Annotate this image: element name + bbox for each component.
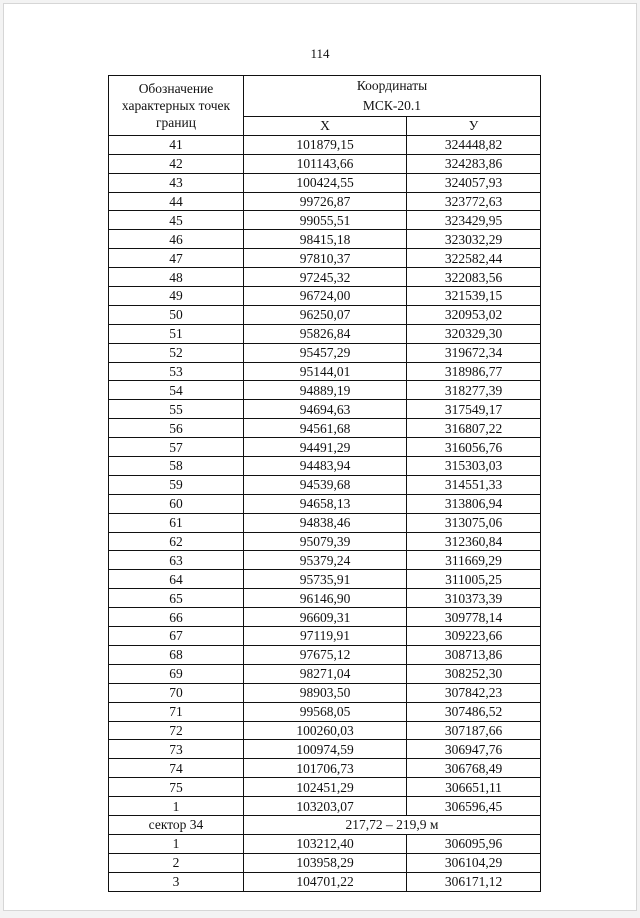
point-cell: 1 [109, 797, 244, 816]
y-coordinate-cell: 320953,02 [407, 305, 541, 324]
point-cell: 55 [109, 400, 244, 419]
y-coordinate-cell: 306095,96 [407, 834, 541, 853]
table-row [109, 627, 541, 646]
y-coordinate-cell: 309223,66 [407, 627, 541, 646]
designation-header-line: границ [156, 114, 196, 130]
point-cell: 47 [109, 249, 244, 268]
table-row [109, 173, 541, 192]
table-row [109, 702, 541, 721]
coordinates-header [244, 76, 541, 117]
table-row [109, 853, 541, 872]
point-cell: 3 [109, 872, 244, 891]
x-coordinate-cell: 95144,01 [244, 362, 407, 381]
point-cell: 43 [109, 173, 244, 192]
table-row [109, 740, 541, 759]
y-coordinate-cell: 319672,34 [407, 343, 541, 362]
y-coordinate-cell: 323032,29 [407, 230, 541, 249]
section-range: 217,72 – 219,9 м [244, 815, 541, 834]
y-coordinate-cell: 306171,12 [407, 872, 541, 891]
table-row [109, 475, 541, 494]
x-column-header: X [244, 117, 407, 136]
x-coordinate-cell: 94838,46 [244, 513, 407, 532]
y-coordinate-cell: 306596,45 [407, 797, 541, 816]
table-row [109, 494, 541, 513]
x-coordinate-cell: 94561,68 [244, 419, 407, 438]
page-number: 114 [310, 46, 330, 61]
x-coordinate-cell: 96724,00 [244, 287, 407, 306]
point-cell: 67 [109, 627, 244, 646]
point-cell: 59 [109, 475, 244, 494]
point-cell: 41 [109, 135, 244, 154]
x-coordinate-cell: 98271,04 [244, 664, 407, 683]
y-coordinate-cell: 313806,94 [407, 494, 541, 513]
point-cell: 49 [109, 287, 244, 306]
y-coordinate-cell: 306651,11 [407, 778, 541, 797]
x-coordinate-cell: 94694,63 [244, 400, 407, 419]
point-cell: 45 [109, 211, 244, 230]
x-coordinate-cell: 104701,22 [244, 872, 407, 891]
table-row [109, 419, 541, 438]
point-cell: 52 [109, 343, 244, 362]
document-page [4, 4, 636, 910]
y-coordinate-cell: 322083,56 [407, 268, 541, 287]
point-cell: 75 [109, 778, 244, 797]
point-cell: 54 [109, 381, 244, 400]
point-cell: 50 [109, 305, 244, 324]
table-row [109, 438, 541, 457]
y-coordinate-cell: 323772,63 [407, 192, 541, 211]
table-row [109, 532, 541, 551]
y-coordinate-cell: 317549,17 [407, 400, 541, 419]
point-cell: 2 [109, 853, 244, 872]
table-row [109, 249, 541, 268]
x-coordinate-cell: 102451,29 [244, 778, 407, 797]
table-row [109, 305, 541, 324]
table-row [109, 287, 541, 306]
point-cell: 53 [109, 362, 244, 381]
designation-header [109, 76, 244, 136]
x-coordinate-cell: 98415,18 [244, 230, 407, 249]
x-coordinate-cell: 101143,66 [244, 154, 407, 173]
x-coordinate-cell: 95826,84 [244, 324, 407, 343]
point-cell: 66 [109, 608, 244, 627]
table-row [109, 872, 541, 891]
point-cell: 65 [109, 589, 244, 608]
x-coordinate-cell: 103203,07 [244, 797, 407, 816]
x-coordinate-cell: 100974,59 [244, 740, 407, 759]
coordinate-system: МСК-20.1 [362, 98, 422, 113]
x-coordinate-cell: 96250,07 [244, 305, 407, 324]
point-cell: 68 [109, 645, 244, 664]
table-body [109, 135, 541, 891]
x-coordinate-cell: 101706,73 [244, 759, 407, 778]
y-coordinate-cell: 324448,82 [407, 135, 541, 154]
y-coordinate-cell: 307842,23 [407, 683, 541, 702]
y-coordinate-cell: 306768,49 [407, 759, 541, 778]
x-coordinate-cell: 99726,87 [244, 192, 407, 211]
y-coordinate-cell: 308252,30 [407, 664, 541, 683]
y-column-header: У [407, 117, 541, 136]
y-coordinate-cell: 306104,29 [407, 853, 541, 872]
coordinates-table [108, 75, 541, 892]
point-cell: 48 [109, 268, 244, 287]
table-row [109, 513, 541, 532]
table-row [109, 759, 541, 778]
section-label: сектор 34 [109, 815, 244, 834]
table-row [109, 268, 541, 287]
table-row [109, 230, 541, 249]
table-row [109, 362, 541, 381]
point-cell: 57 [109, 438, 244, 457]
x-coordinate-cell: 96146,90 [244, 589, 407, 608]
y-coordinate-cell: 316056,76 [407, 438, 541, 457]
table-row [109, 834, 541, 853]
x-coordinate-cell: 98903,50 [244, 683, 407, 702]
table-row [109, 645, 541, 664]
x-coordinate-cell: 103212,40 [244, 834, 407, 853]
point-cell: 44 [109, 192, 244, 211]
x-coordinate-cell: 95457,29 [244, 343, 407, 362]
point-cell: 42 [109, 154, 244, 173]
table-header [109, 76, 541, 136]
point-cell: 63 [109, 551, 244, 570]
x-coordinate-cell: 97675,12 [244, 645, 407, 664]
x-coordinate-cell: 94491,29 [244, 438, 407, 457]
y-coordinate-cell: 307486,52 [407, 702, 541, 721]
table-row [109, 683, 541, 702]
table-row [109, 570, 541, 589]
x-coordinate-cell: 96609,31 [244, 608, 407, 627]
x-coordinate-cell: 101879,15 [244, 135, 407, 154]
y-coordinate-cell: 321539,15 [407, 287, 541, 306]
y-coordinate-cell: 318986,77 [407, 362, 541, 381]
point-cell: 56 [109, 419, 244, 438]
y-coordinate-cell: 310373,39 [407, 589, 541, 608]
coordinates-title: Координаты [356, 78, 428, 93]
y-coordinate-cell: 324057,93 [407, 173, 541, 192]
table-row [109, 400, 541, 419]
x-coordinate-cell: 94539,68 [244, 475, 407, 494]
table-row [109, 343, 541, 362]
x-coordinate-cell: 94483,94 [244, 457, 407, 476]
point-cell: 60 [109, 494, 244, 513]
y-coordinate-cell: 324283,86 [407, 154, 541, 173]
point-cell: 46 [109, 230, 244, 249]
table-row [109, 324, 541, 343]
designation-header-line: характерных точек [121, 97, 231, 113]
y-coordinate-cell: 323429,95 [407, 211, 541, 230]
y-coordinate-cell: 309778,14 [407, 608, 541, 627]
table-row [109, 381, 541, 400]
table-row [109, 589, 541, 608]
point-cell: 73 [109, 740, 244, 759]
table-row [109, 457, 541, 476]
y-coordinate-cell: 307187,66 [407, 721, 541, 740]
y-coordinate-cell: 311669,29 [407, 551, 541, 570]
table-row [109, 797, 541, 816]
y-coordinate-cell: 320329,30 [407, 324, 541, 343]
x-coordinate-cell: 97119,91 [244, 627, 407, 646]
point-cell: 64 [109, 570, 244, 589]
y-coordinate-cell: 314551,33 [407, 475, 541, 494]
x-coordinate-cell: 100260,03 [244, 721, 407, 740]
y-coordinate-cell: 306947,76 [407, 740, 541, 759]
y-coordinate-cell: 311005,25 [407, 570, 541, 589]
x-coordinate-cell: 99055,51 [244, 211, 407, 230]
point-cell: 72 [109, 721, 244, 740]
point-cell: 69 [109, 664, 244, 683]
point-cell: 51 [109, 324, 244, 343]
table-row [109, 778, 541, 797]
table-row [109, 135, 541, 154]
point-cell: 1 [109, 834, 244, 853]
x-coordinate-cell: 103958,29 [244, 853, 407, 872]
table-row [109, 154, 541, 173]
y-coordinate-cell: 318277,39 [407, 381, 541, 400]
section-row [109, 815, 541, 834]
y-coordinate-cell: 315303,03 [407, 457, 541, 476]
x-coordinate-cell: 95379,24 [244, 551, 407, 570]
point-cell: 62 [109, 532, 244, 551]
table-row [109, 551, 541, 570]
y-coordinate-cell: 313075,06 [407, 513, 541, 532]
point-cell: 70 [109, 683, 244, 702]
table-row [109, 211, 541, 230]
point-cell: 74 [109, 759, 244, 778]
x-coordinate-cell: 95735,91 [244, 570, 407, 589]
x-coordinate-cell: 95079,39 [244, 532, 407, 551]
point-cell: 61 [109, 513, 244, 532]
y-coordinate-cell: 322582,44 [407, 249, 541, 268]
designation-header-line: Обозначение [138, 80, 214, 96]
x-coordinate-cell: 94658,13 [244, 494, 407, 513]
x-coordinate-cell: 97245,32 [244, 268, 407, 287]
y-coordinate-cell: 308713,86 [407, 645, 541, 664]
y-coordinate-cell: 316807,22 [407, 419, 541, 438]
x-coordinate-cell: 94889,19 [244, 381, 407, 400]
table-row [109, 608, 541, 627]
table-row [109, 721, 541, 740]
x-coordinate-cell: 100424,55 [244, 173, 407, 192]
point-cell: 58 [109, 457, 244, 476]
x-coordinate-cell: 99568,05 [244, 702, 407, 721]
table-row [109, 192, 541, 211]
y-coordinate-cell: 312360,84 [407, 532, 541, 551]
table-row [109, 664, 541, 683]
point-cell: 71 [109, 702, 244, 721]
x-coordinate-cell: 97810,37 [244, 249, 407, 268]
